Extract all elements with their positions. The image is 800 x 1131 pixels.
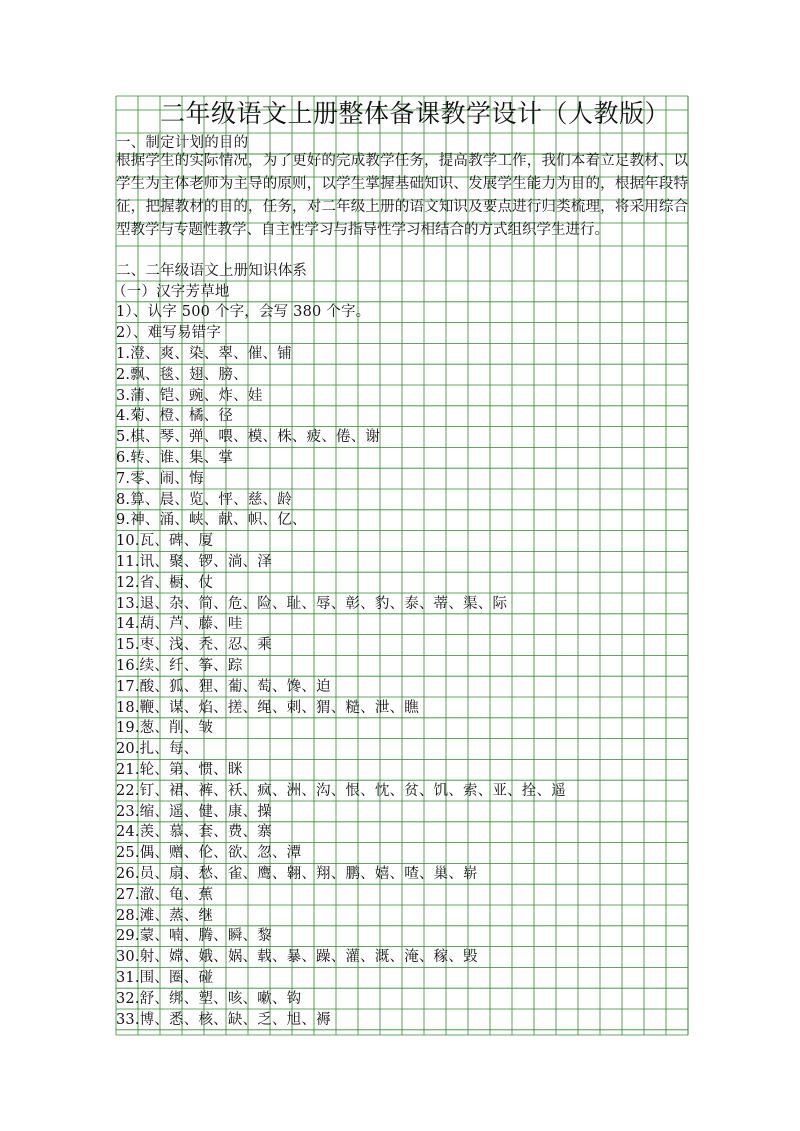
char-list-item: 10.瓦、碑、厦 [116, 533, 214, 550]
char-list-item: 19.葱、削、皱 [116, 720, 214, 737]
char-list-item: 15.枣、浅、秃、忍、乘 [116, 637, 272, 654]
char-list-item: 2.飘、毯、翅、膀、 [116, 366, 248, 383]
char-list-item: 20.扎、每、 [116, 741, 199, 758]
section1-heading: 一、制定计划的目的 [116, 135, 249, 151]
char-list-item: 25.偶、赠、伦、欲、忽、潭 [116, 845, 302, 862]
char-list-item: 14.葫、芦、藤、哇 [116, 616, 243, 633]
char-list-item: 33.博、悉、核、缺、乏、旭、褥 [116, 1011, 331, 1028]
char-list-item: 29.蒙、喃、腾、瞬、黎 [116, 928, 272, 945]
char-list-item: 18.鞭、谋、焰、搓、绳、刺、猬、糙、泄、瞧 [116, 699, 419, 716]
subsection1-heading: （一）汉字芳草地 [112, 284, 230, 300]
char-list-item: 17.酸、狐、狸、葡、萄、馋、迫 [116, 678, 331, 695]
page-title: 二年级语文上册整体备课教学设计（人教版） [160, 99, 671, 128]
section2-heading: 二、二年级语文上册知识体系 [116, 263, 308, 279]
char-list-item: 27.澈、龟、蕉 [116, 886, 214, 903]
char-list-item: 21.轮、第、惯、眯 [116, 762, 243, 778]
char-list-item: 22.钉、裙、裤、袄、疯、洲、沟、恨、忱、贫、饥、索、亚、拴、遥 [116, 782, 566, 799]
char-list-item: 7.零、闹、悔 [116, 470, 204, 487]
char-list-item: 30.射、嫦、娥、娲、载、暴、躁、灌、溉、淹、稼、毁 [116, 949, 478, 966]
char-list-item: 23.缩、遥、健、康、操 [116, 803, 272, 820]
char-list-item: 6.转、谁、集、掌 [116, 450, 234, 466]
char-list-item: 13.退、杂、简、危、险、耻、辱、彰、豹、泰、蒂、渠、际 [116, 595, 508, 612]
point-1: 1）、认字 500 个字，会写 380 个字。 [116, 304, 371, 320]
char-list-item: 32.舒、绑、塑、咳、嗽、钩 [116, 990, 302, 1007]
char-list-item: 26.员、扇、愁、雀、鹰、翱、翔、鹏、嬉、喳、巢、崭 [116, 866, 478, 882]
char-list-item: 4.菊、橙、橘、径 [116, 408, 234, 425]
section1-paragraph: 根据学生的实际情况，为了更好的完成教学任务，提高教学工作，我们本着立足教材、以学生为主体老师为主导的原则，以学生掌握基础知识、发展学生能力为目的，根据年段特征，把握教材的目的，任务，对二年级上册的语文知识及要点进行归类梳理，将采用综合型教学与专题性教学、自主性学习与指导性学习相结合的方式组织学生进行。 [116, 153, 688, 238]
char-list-item: 12.省、橱、仗 [116, 574, 214, 591]
char-list-item: 24.羡、慕、套、费、寨 [116, 824, 272, 841]
char-list-item: 8.算、晨、览、怦、慈、龄 [116, 491, 292, 508]
char-list-item: 3.蒲、铠、豌、炸、娃 [116, 387, 263, 404]
char-list-item: 9.神、涌、峡、献、帜、亿、 [116, 512, 307, 529]
char-list-item: 1.澄、爽、染、翠、催、铺 [116, 346, 292, 362]
char-list-item: 31.围、圈、碰 [116, 970, 214, 986]
char-list-item: 16.续、纤、筝、踪 [116, 658, 243, 674]
char-list-item: 11.讯、聚、锣、淌、泽 [116, 554, 272, 570]
point-2: 2）、难写易错字 [116, 325, 222, 341]
char-list-item: 28.滩、蒸、继 [116, 907, 214, 924]
char-list-item: 5.棋、琴、弹、喂、模、株、疲、倦、谢 [116, 429, 381, 446]
